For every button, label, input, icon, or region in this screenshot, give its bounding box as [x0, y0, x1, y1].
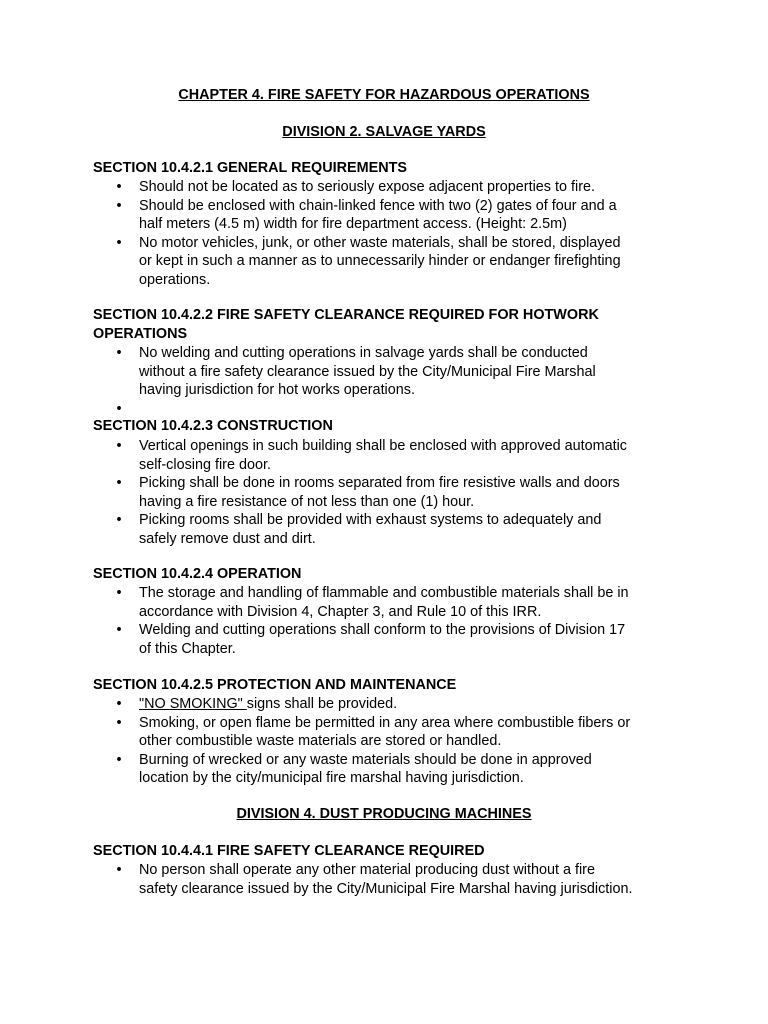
bullet-icon: •	[116, 400, 122, 417]
bullet-icon: •	[116, 696, 122, 712]
list-item: • Picking shall be done in rooms separated from fire resistive walls and doors having a fire resistance of not less than one (1) hour.	[93, 474, 693, 511]
bullet-icon: •	[116, 751, 122, 768]
section-10-4-2-3-heading: SECTION 10.4.2.3 CONSTRUCTION	[93, 418, 333, 434]
section-10-4-2-1-heading: SECTION 10.4.2.1 GENERAL REQUIREMENTS	[93, 160, 408, 176]
section-10-4-2-2-list	[93, 344, 693, 418]
bullet-icon: •	[116, 197, 122, 214]
bullet-icon: •	[116, 862, 122, 878]
section-10-4-4-1-heading: SECTION 10.4.4.1 FIRE SAFETY CLEARANCE REQUIRED	[93, 843, 485, 859]
list-item: • No welding and cutting operations in salvage yards shall be conducted without a fire safety clearance issued by the City/Municipal Fire Marshal having jurisdiction for hot works operations.	[93, 344, 693, 400]
list-item: • Picking rooms shall be provided with exhaust systems to adequately and safely remove dust and dirt.	[93, 511, 693, 548]
section-10-4-2-4-heading: SECTION 10.4.2.4 OPERATION	[93, 566, 302, 582]
list-item: • Should not be located as to seriously expose adjacent properties to fire.	[93, 178, 693, 197]
section-10-4-4-1-list	[93, 861, 693, 898]
list-item: • Vertical openings in such building shall be enclosed with approved automatic self-closing fire door.	[93, 437, 693, 474]
list-item: • The storage and handling of flammable and combustible materials shall be in accordance with Division 4, Chapter 3, and Rule 10 of this IRR.	[93, 584, 693, 621]
list-item: • Smoking, or open flame be permitted in any area where combustible fibers or other combustible waste materials are stored or handled.	[93, 714, 693, 751]
bullet-icon: •	[116, 345, 122, 361]
list-item: • "NO SMOKING" signs shall be provided.	[93, 695, 693, 714]
division-2-title: DIVISION 2. SALVAGE YARDS	[282, 124, 486, 140]
list-item: • Burning of wrecked or any waste materials should be done in approved location by the city/municipal fire marshal having jurisdiction.	[93, 751, 693, 788]
chapter-title: CHAPTER 4. FIRE SAFETY FOR HAZARDOUS OPERATIONS	[178, 87, 590, 103]
bullet-icon: •	[116, 622, 122, 638]
division-4-title: DIVISION 4. DUST PRODUCING MACHINES	[236, 806, 532, 822]
section-10-4-2-5-list	[93, 695, 693, 788]
section-10-4-2-4-list	[93, 584, 693, 658]
bullet-icon: •	[116, 475, 122, 491]
bullet-icon: •	[116, 512, 122, 528]
list-item-empty	[93, 400, 693, 419]
list-item: • No person shall operate any other material producing dust without a fire safety clearance issued by the City/Municipal Fire Marshal having jurisdiction.	[93, 861, 693, 898]
bullet-icon: •	[116, 438, 122, 454]
section-10-4-2-5-heading: SECTION 10.4.2.5 PROTECTION AND MAINTENANCE	[93, 677, 457, 693]
section-10-4-2-1-list	[93, 178, 693, 289]
no-smoking-text: "NO SMOKING"	[139, 696, 247, 712]
bullet-icon: •	[116, 585, 122, 601]
bullet-icon: •	[116, 714, 122, 731]
section-10-4-2-3-list	[93, 437, 693, 548]
section-10-4-2-2-heading: SECTION 10.4.2.2 FIRE SAFETY CLEARANCE REQUIRED FOR HOTWORK OPERATIONS	[93, 307, 599, 342]
list-item: • Welding and cutting operations shall conform to the provisions of Division 17 of this Chapter.	[93, 621, 693, 658]
list-item: • No motor vehicles, junk, or other waste materials, shall be stored, displayed or kept in such a manner as to unnecessarily hinder or endanger firefighting operations.	[93, 234, 693, 290]
bullet-icon: •	[116, 234, 122, 251]
bullet-icon: •	[116, 179, 122, 195]
list-item: • Should be enclosed with chain-linked fence with two (2) gates of four and a half meters (4.5 m) width for fire department access. (Height: 2.5m)	[93, 197, 693, 234]
